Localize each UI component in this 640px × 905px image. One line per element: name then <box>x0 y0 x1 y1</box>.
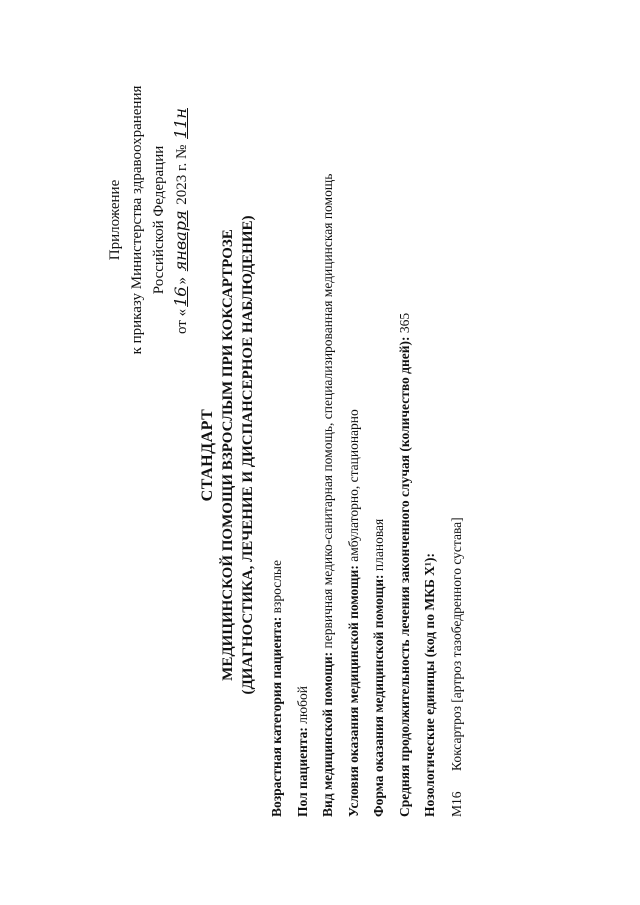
field-label: Средняя продолжительность лечения законченного случая (количество дней): <box>396 336 412 817</box>
handwritten-day: 16 <box>171 286 190 307</box>
handwritten-order-number: 11н <box>171 108 190 139</box>
title-subtitle: (ДИАГНОСТИКА, ЛЕЧЕНИЕ И ДИСПАНСЕРНОЕ НАБЛЮДЕНИЕ) <box>240 215 256 695</box>
standard-fields <box>264 57 443 817</box>
approval-block <box>104 40 193 400</box>
field-value: 365 <box>396 312 412 337</box>
field-care-form <box>366 57 392 817</box>
approval-date-line <box>170 40 193 400</box>
title-standard: СТАНДАРТ <box>199 408 216 502</box>
date-year: 2023 г. № <box>174 140 190 209</box>
icd-name: Коксартроз [артроз тазобедренного сустава] <box>449 517 464 771</box>
approval-heading: Приложение <box>107 179 123 261</box>
icd-code: M16 <box>449 791 464 817</box>
field-care-type <box>315 57 341 817</box>
field-treatment-duration <box>392 57 418 817</box>
field-value: любой <box>294 686 310 728</box>
field-value: первичная медико-санитарная помощь, специализированная медицинская помощь <box>320 173 335 652</box>
nosology-row <box>444 517 470 817</box>
approval-country-line: Российской Федерации <box>151 145 167 295</box>
field-value: плановая <box>371 518 386 575</box>
handwritten-month: января <box>171 210 190 272</box>
field-label: Вид медицинской помощи: <box>320 651 335 817</box>
field-nosology-heading <box>417 57 443 817</box>
date-prefix: от « <box>174 308 190 334</box>
field-value: взрослые <box>269 560 284 617</box>
standard-title <box>198 95 258 815</box>
field-age-category <box>264 57 290 817</box>
date-mid: » <box>174 273 190 285</box>
field-label: Возрастная категория пациента: <box>269 616 284 817</box>
title-main: МЕДИЦИНСКОЙ ПОМОЩИ ВЗРОСЛЫМ ПРИ КОКСАРТРОЗЕ <box>220 229 236 681</box>
field-label: Условия оказания медицинской помощи: <box>345 565 361 817</box>
approval-order-line: к приказу Министерства здравоохранения <box>129 85 145 355</box>
field-patient-sex <box>290 57 316 817</box>
field-value: амбулаторно, стационарно <box>345 409 361 566</box>
field-label: Нозологические единицы (код по МКБ X¹): <box>422 553 437 817</box>
field-care-conditions <box>341 57 367 817</box>
field-label: Форма оказания медицинской помощи: <box>371 574 386 817</box>
field-label: Пол пациента: <box>294 727 310 817</box>
